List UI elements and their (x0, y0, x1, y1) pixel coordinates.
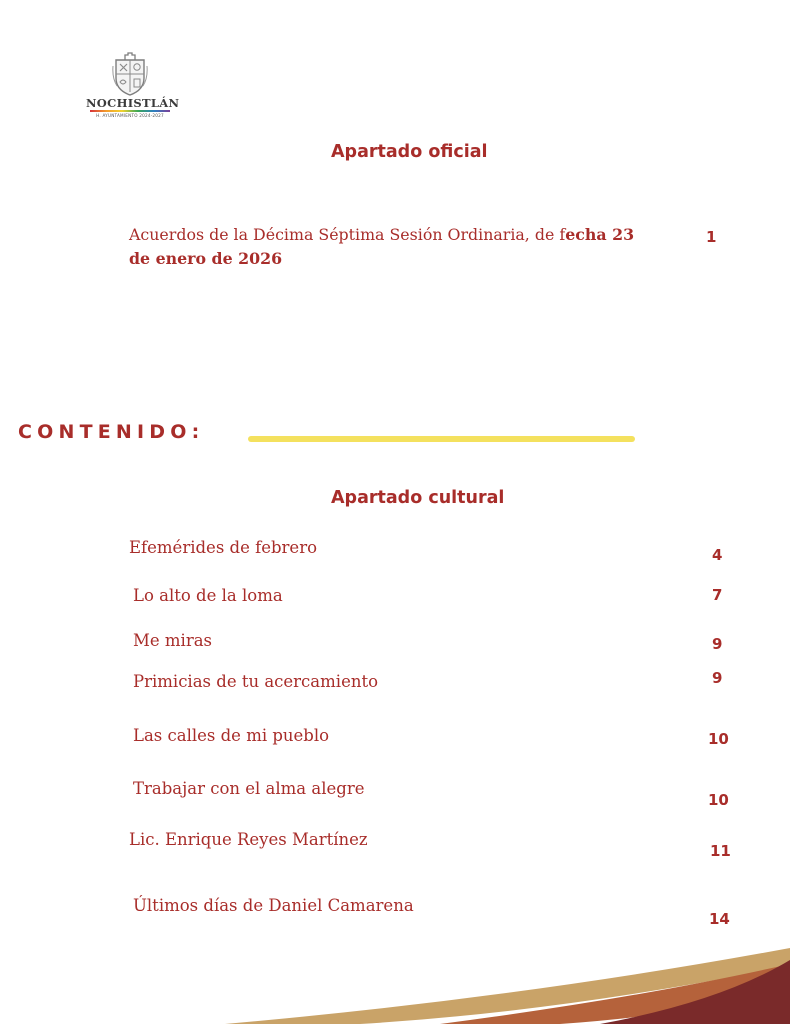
toc-entry-title[interactable]: Me miras (133, 631, 213, 650)
toc-entry-page: 9 (712, 669, 723, 687)
contents-divider-line (248, 436, 635, 442)
toc-entry-page: 9 (712, 635, 723, 653)
logo-subtitle: H. AYUNTAMIENTO 2024-2027 (96, 113, 164, 118)
toc-entry-title[interactable]: Trabajar con el alma alegre (133, 779, 365, 798)
toc-entry-page: 10 (708, 791, 729, 809)
toc-entry-title[interactable]: Primicias de tu acercamiento (133, 672, 379, 691)
oficial-entry-page: 1 (706, 228, 717, 246)
logo-color-bar (90, 110, 170, 112)
toc-entry-title[interactable]: Últimos días de Daniel Camarena (133, 896, 414, 915)
oficial-entry-title[interactable] (129, 223, 649, 271)
toc-entry-page: 14 (709, 910, 730, 928)
decorative-swoosh (0, 940, 790, 1024)
toc-entry-title[interactable]: Lo alto de la loma (133, 586, 283, 605)
oficial-entry-text-bold: echa 23 de enero de 2026 (129, 225, 635, 268)
cultural-section-title: Apartado cultural (331, 488, 505, 508)
contents-label: CONTENIDO: (18, 421, 205, 443)
toc-entry-title[interactable]: Lic. Enrique Reyes Martínez (129, 830, 368, 849)
toc-entry-page: 11 (710, 842, 731, 860)
municipal-logo (86, 50, 180, 124)
municipal-coat-of-arms-icon (112, 52, 148, 96)
toc-entry-page: 4 (712, 546, 723, 564)
toc-entry-page: 10 (708, 730, 729, 748)
toc-entry-page: 7 (712, 586, 723, 604)
toc-entry-title[interactable]: Las calles de mi pueblo (133, 726, 330, 745)
oficial-section-title: Apartado oficial (331, 142, 488, 162)
oficial-entry-text-regular: Acuerdos de la Décima Séptima Sesión Ordinaria, de f (129, 225, 566, 244)
toc-entry-title[interactable]: Efemérides de febrero (129, 538, 318, 557)
logo-name: NOCHISTLÁN (86, 96, 180, 110)
